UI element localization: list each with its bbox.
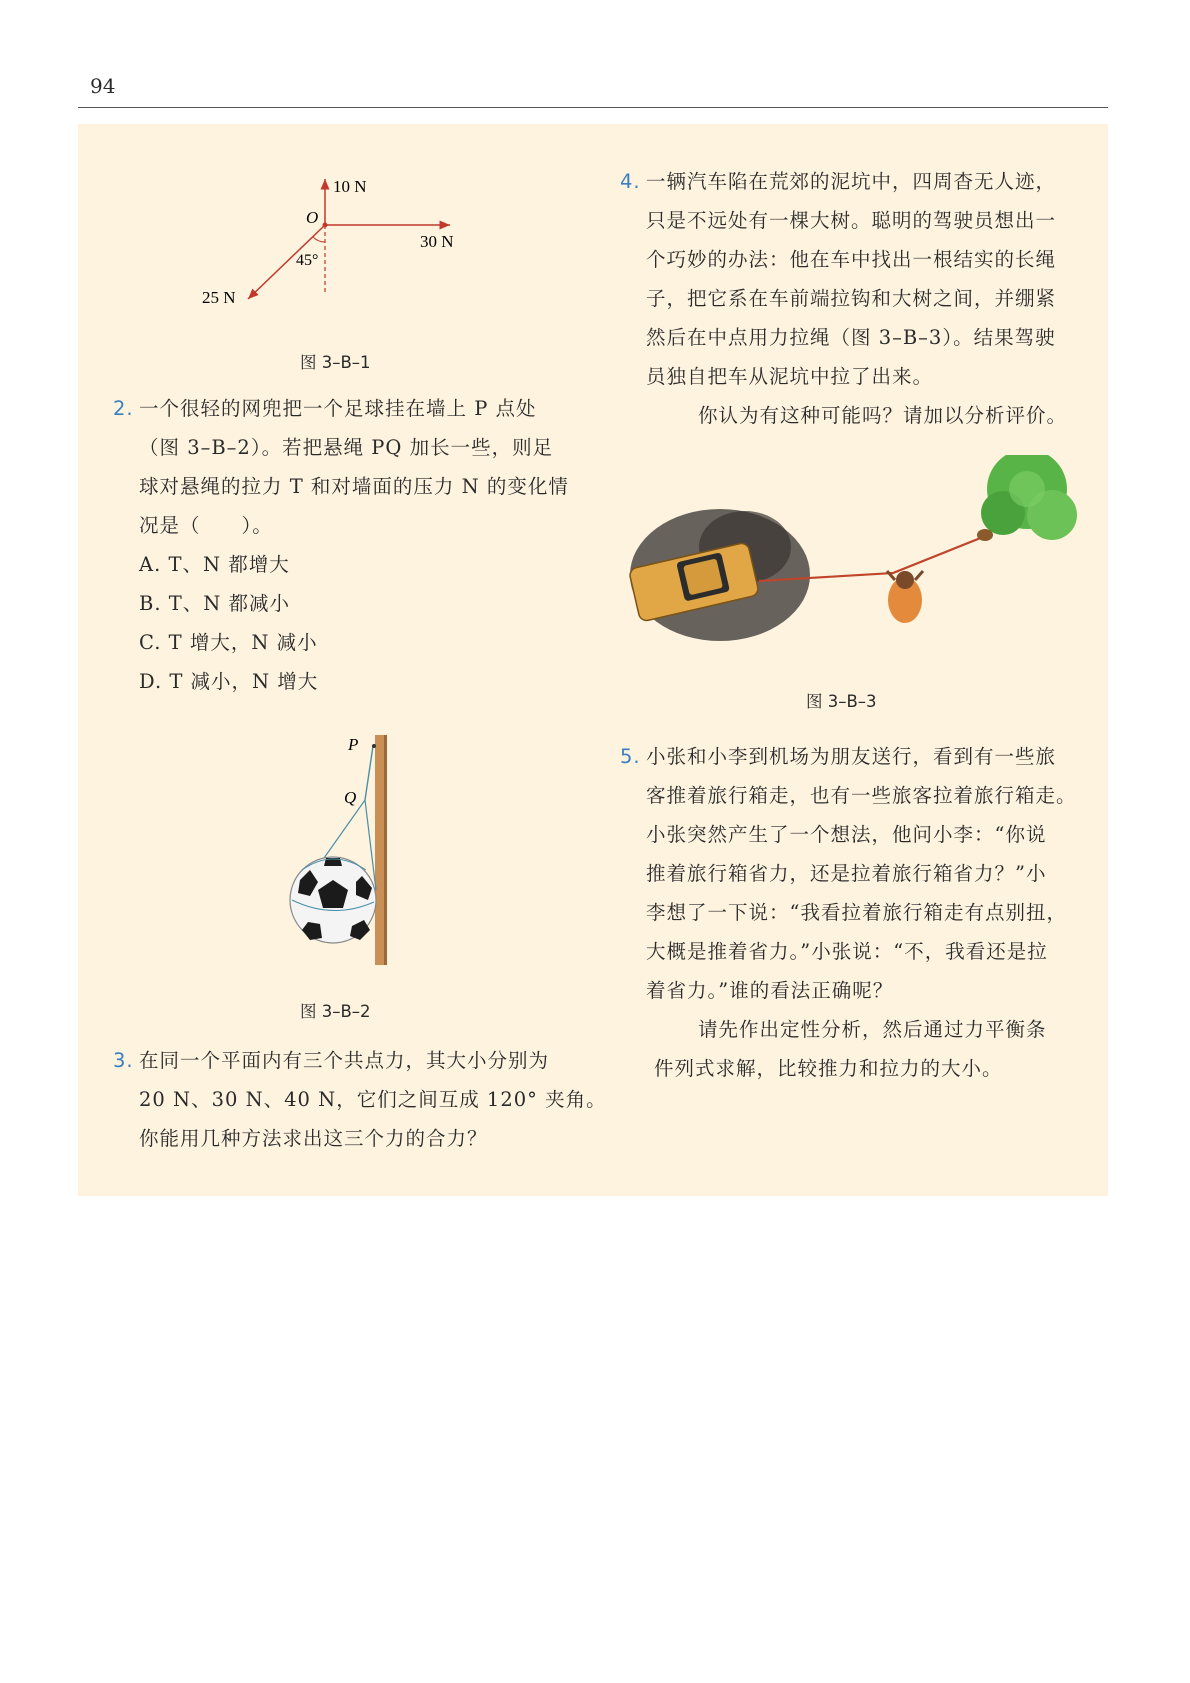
- option-b: B. T、N 都减小: [139, 592, 290, 615]
- option-c: C. T 增大，N 减小: [139, 631, 318, 654]
- question-line: 一辆汽车陷在荒郊的泥坑中，四周杳无人迹，: [646, 170, 1057, 193]
- question-paragraph: 请先作出定性分析，然后通过力平衡条: [698, 1018, 1047, 1041]
- option-d: D. T 减小，N 增大: [139, 670, 319, 693]
- label-25n: 25 N: [202, 288, 236, 307]
- question-line: 个巧妙的办法：他在车中找出一根结实的长绳: [646, 248, 1057, 271]
- question-number: 4.: [620, 170, 641, 193]
- question-line: 球对悬绳的拉力 T 和对墙面的压力 N 的变化情: [139, 475, 569, 498]
- figure-3-b-3: [625, 455, 1085, 665]
- question-line: 员独自把车从泥坑中拉了出来。: [646, 365, 934, 388]
- page-number: 94: [90, 74, 116, 98]
- question-paragraph: 你认为有这种可能吗？请加以分析评价。: [698, 404, 1068, 427]
- question-number: 5.: [620, 745, 641, 768]
- question-5: [620, 737, 1090, 1088]
- question-paragraph: 件列式求解，比较推力和拉力的大小。: [654, 1057, 1003, 1080]
- soccer-ball-icon: [290, 857, 376, 943]
- question-line: 只是不远处有一棵大树。聪明的驾驶员想出一: [646, 209, 1057, 232]
- origin-point: [323, 223, 328, 228]
- question-line: 况是（ ）。: [139, 514, 273, 537]
- question-line: 大概是推着省力。”小张说：“不，我看还是拉: [646, 940, 1048, 963]
- label-10n: 10 N: [333, 177, 367, 196]
- caption-3-b-3: 图 3–B–3: [806, 692, 877, 711]
- question-line: 一个很轻的网兜把一个足球挂在墙上 P 点处: [139, 397, 537, 420]
- question-line: 李想了一下说：“我看拉着旅行箱走有点别扭，: [646, 901, 1067, 924]
- label-q: Q: [344, 788, 357, 807]
- question-line: 然后在中点用力拉绳（图 3–B–3）。结果驾驶: [646, 326, 1056, 349]
- question-number: 3.: [113, 1049, 134, 1072]
- label-p: P: [348, 735, 359, 754]
- header-rule: [78, 107, 1108, 108]
- figure-3-b-2: [280, 730, 430, 970]
- question-line: 在同一个平面内有三个共点力，其大小分别为: [139, 1049, 550, 1072]
- label-45deg: 45°: [296, 252, 319, 269]
- tree-icon: [977, 455, 1077, 541]
- wall-shade: [384, 735, 387, 965]
- question-2: [113, 389, 583, 701]
- question-line: 客推着旅行箱走，也有一些旅客拉着旅行箱走。: [646, 784, 1077, 807]
- question-line: （图 3–B–2）。若把悬绳 PQ 加长一些，则足: [139, 436, 554, 459]
- label-30n: 30 N: [420, 232, 454, 251]
- question-line: 20 N、30 N、40 N，它们之间互成 120° 夹角。: [139, 1088, 607, 1111]
- person-icon: [887, 571, 923, 623]
- angle-arc: [313, 237, 325, 242]
- question-4: [620, 162, 1090, 435]
- caption-3-b-2: 图 3–B–2: [300, 1002, 371, 1021]
- question-line: 着省力。”谁的看法正确呢？: [646, 979, 894, 1002]
- question-line: 你能用几种方法求出这三个力的合力？: [139, 1127, 488, 1150]
- rope-pq: [365, 746, 373, 800]
- question-line: 小张和小李到机场为朋友送行，看到有一些旅: [646, 745, 1057, 768]
- question-line: 子，把它系在车前端拉钩和大树之间，并绷紧: [646, 287, 1057, 310]
- label-o: O: [306, 208, 319, 227]
- option-a: A. T、N 都增大: [139, 553, 290, 576]
- caption-3-b-1: 图 3–B–1: [300, 353, 371, 372]
- question-line: 推着旅行箱省力，还是拉着旅行箱省力？”小: [646, 862, 1047, 885]
- question-number: 2.: [113, 397, 134, 420]
- figure-3-b-1: [180, 165, 500, 325]
- question-line: 小张突然产生了一个想法，他问小李：“你说: [646, 823, 1047, 846]
- point-p: [372, 744, 376, 748]
- question-3: [113, 1041, 607, 1158]
